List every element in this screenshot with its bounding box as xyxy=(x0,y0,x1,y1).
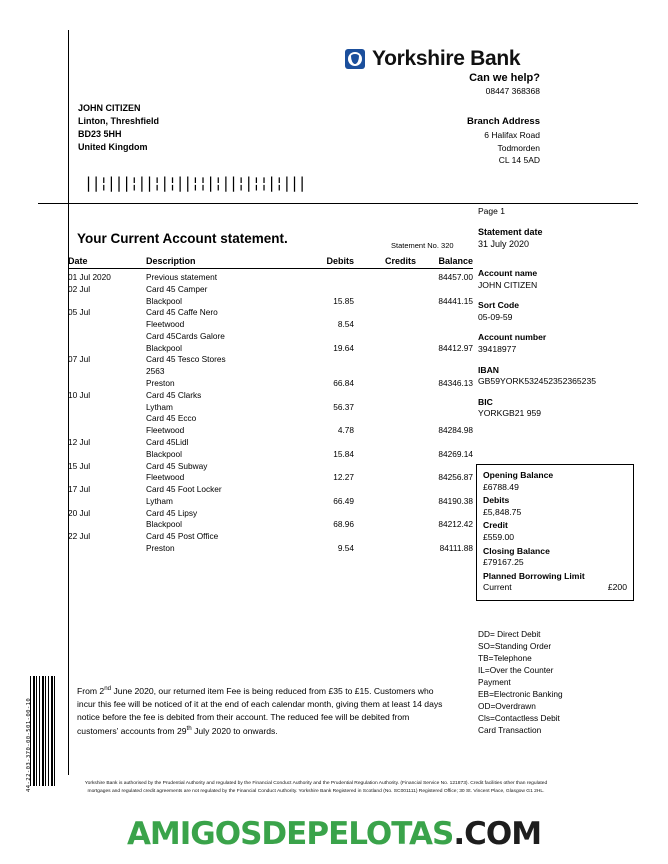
transaction-date: 07 Jul xyxy=(68,354,91,365)
transaction-balance xyxy=(416,437,473,449)
transaction-debit xyxy=(286,272,354,284)
statement-date-block xyxy=(478,227,543,249)
table-row xyxy=(68,508,473,520)
transaction-debit: 56.37 xyxy=(333,401,354,412)
legend-line: TB=Telephone xyxy=(478,653,532,664)
help-block xyxy=(469,72,540,96)
legend-line: SO=Standing Order xyxy=(478,641,552,652)
account-number-value: 39418977 xyxy=(478,343,517,354)
transaction-credit xyxy=(354,284,416,296)
transaction-balance xyxy=(416,461,473,473)
table-row xyxy=(68,354,473,366)
transaction-description: Blackpool xyxy=(146,342,182,353)
table-row xyxy=(68,366,473,378)
transaction-balance: 84346.13 xyxy=(438,378,473,389)
account-name-group xyxy=(478,268,638,291)
borrowing-limit-current-value: £200 xyxy=(607,582,627,593)
transaction-debit xyxy=(286,284,354,296)
addressee-block xyxy=(78,102,159,154)
transaction-balance xyxy=(416,354,473,366)
addressee-line-3: United Kingdom xyxy=(78,142,148,153)
closing-balance-group xyxy=(483,546,627,569)
debits-value: £5,848.75 xyxy=(483,506,522,517)
bic-label: BIC xyxy=(478,396,493,407)
transaction-balance: 84457.00 xyxy=(438,272,473,282)
transaction-credit xyxy=(354,425,416,437)
header-divider xyxy=(38,203,638,204)
transaction-date xyxy=(68,378,146,390)
transaction-description: Card 45 Tesco Stores xyxy=(146,354,226,365)
transaction-date xyxy=(68,413,146,425)
credit-label: Credit xyxy=(483,520,508,531)
transaction-balance: 84256.87 xyxy=(438,472,473,483)
legend-line: EB=Electronic Banking xyxy=(478,689,563,700)
table-row xyxy=(68,472,473,484)
transaction-date: 15 Jul xyxy=(68,460,91,471)
credit-value: £559.00 xyxy=(483,531,515,542)
transaction-credit xyxy=(354,343,416,355)
debits-label: Debits xyxy=(483,495,510,506)
transaction-debit xyxy=(286,437,354,449)
transaction-debit: 8.54 xyxy=(337,319,354,330)
table-row xyxy=(68,484,473,496)
transaction-credit xyxy=(354,496,416,508)
transaction-date xyxy=(68,425,146,437)
transaction-date xyxy=(68,331,146,343)
transaction-credit xyxy=(354,543,416,555)
table-row xyxy=(68,531,473,543)
transactions-table xyxy=(68,256,473,555)
branch-address-title: Branch Address xyxy=(466,116,540,127)
transaction-date: 10 Jul xyxy=(68,389,91,400)
debits-group xyxy=(483,495,627,518)
table-header-row xyxy=(68,256,473,269)
account-number-group xyxy=(478,332,638,355)
transaction-balance: 84269.14 xyxy=(438,448,473,459)
table-row xyxy=(68,307,473,319)
transaction-debit: 4.78 xyxy=(337,425,354,436)
notice-ordinal-1: nd xyxy=(104,685,112,692)
table-row xyxy=(68,437,473,449)
transaction-balance xyxy=(416,331,473,343)
document-barcode-number: 44-22-03-370-00-501-00-10 xyxy=(26,697,32,792)
table-row xyxy=(68,402,473,414)
transaction-credit xyxy=(354,413,416,425)
addressee-name: JOHN CITIZEN xyxy=(78,103,141,113)
column-header-credits: Credits xyxy=(384,256,416,266)
transaction-credit xyxy=(354,472,416,484)
transaction-balance: 84111.88 xyxy=(439,542,473,553)
legend-line: OD=Overdrawn xyxy=(478,701,536,712)
transaction-debit xyxy=(286,390,354,402)
notice-part-2: June 2020, our returned item Fee is being reduced from £35 to £15. Customers who incur this fee will be noticed of it at the end of each calendar month, giving them at least 14 days notice before the fee is debited from their account. The reduced fee will be debited from customers’ accounts from 29 xyxy=(77,685,443,736)
transaction-credit xyxy=(354,390,416,402)
branch-address-block xyxy=(467,115,540,166)
borrowing-limit-current-label: Current xyxy=(483,582,512,593)
transaction-balance: 84441.15 xyxy=(438,295,473,306)
transaction-debit xyxy=(286,531,354,543)
transaction-description: Card 45 Ecco xyxy=(146,413,197,424)
transaction-debit xyxy=(286,484,354,496)
iban-label: IBAN xyxy=(478,364,500,375)
legend-line: Cls=Contactless Debit xyxy=(478,713,560,724)
transaction-balance xyxy=(416,402,473,414)
transaction-debit: 12.27 xyxy=(333,472,354,483)
addressee-line-2: BD23 5HH xyxy=(78,129,122,140)
table-row xyxy=(68,378,473,390)
account-number-label: Account number xyxy=(478,332,547,343)
transaction-credit xyxy=(354,331,416,343)
statement-number: Statement No. 320 xyxy=(391,241,454,250)
transaction-date xyxy=(68,366,146,378)
transaction-date xyxy=(68,496,146,508)
transaction-balance xyxy=(416,284,473,296)
transaction-date: 12 Jul xyxy=(68,436,91,447)
transaction-debit xyxy=(286,366,354,378)
bic-group xyxy=(478,397,638,420)
transaction-description: Blackpool xyxy=(146,295,182,306)
transaction-credit xyxy=(354,307,416,319)
transaction-description: Card 45Cards Galore xyxy=(146,330,225,341)
credit-group xyxy=(483,520,627,543)
legend-line: DD= Direct Debit xyxy=(478,629,541,639)
transaction-date xyxy=(68,472,146,484)
transaction-date xyxy=(68,296,146,308)
legend-line: Card Transaction xyxy=(478,725,542,736)
transaction-description: Fleetwood xyxy=(146,319,185,330)
page-number: Page 1 xyxy=(478,206,505,216)
closing-balance-value: £79167.25 xyxy=(483,557,524,568)
watermark-dark-text: .COM xyxy=(453,816,542,852)
iban-group xyxy=(478,365,638,388)
transaction-debit: 15.85 xyxy=(333,295,354,306)
table-row xyxy=(68,284,473,296)
transaction-description: 2563 xyxy=(146,366,165,377)
transaction-description: Card 45 Foot Locker xyxy=(146,484,222,495)
transaction-credit xyxy=(354,402,416,414)
sort-code-value: 05-09-59 xyxy=(478,311,513,322)
fee-change-notice xyxy=(77,684,449,737)
table-row xyxy=(68,425,473,437)
yorkshire-bank-rose-icon xyxy=(345,49,365,69)
transaction-debit xyxy=(286,354,354,366)
transaction-date: 22 Jul xyxy=(68,531,91,542)
balance-summary-box xyxy=(476,464,634,601)
transaction-credit xyxy=(354,519,416,531)
branch-address-line-1: 6 Halifax Road xyxy=(484,130,540,141)
transaction-description: Lytham xyxy=(146,401,173,412)
transaction-debit: 66.84 xyxy=(333,378,354,389)
transaction-date: 20 Jul xyxy=(68,507,91,518)
notice-ordinal-2: th xyxy=(186,724,192,732)
transaction-description: Card 45 Camper xyxy=(146,283,208,294)
bic-value: YORKGB21 959 xyxy=(478,408,542,419)
transaction-debit: 19.64 xyxy=(333,342,354,353)
transaction-date: 02 Jul xyxy=(68,283,91,294)
transaction-description: Card 45 Caffe Nero xyxy=(146,307,218,318)
transaction-balance xyxy=(416,484,473,496)
table-row xyxy=(68,319,473,331)
iban-value: GB59YORK532452352365235 xyxy=(478,376,597,387)
column-header-description: Description xyxy=(146,256,196,266)
transaction-debit: 9.54 xyxy=(337,542,354,553)
regulatory-footnote: Yorkshire Bank is authorised by the Prudential Authority and regulated by the Financial Conduct Authority and the Prudential Regulation Authority. (Financial Service No. 121873). Credit facilities other than regulated mortgages and regulated credit agreements are not regulated by the Financial Conduct Authority. Yorkshire Bank Registered in Scotland (No. SC001111) Registered Office; 30 St. Vincent Place, Glasgow G1 2HL. xyxy=(84,781,548,794)
sort-code-group xyxy=(478,300,638,323)
column-header-date: Date xyxy=(68,256,88,266)
transaction-debit: 15.84 xyxy=(333,448,354,459)
transaction-debit: 66.49 xyxy=(333,495,354,506)
table-body xyxy=(68,272,473,555)
transaction-description: Fleetwood xyxy=(146,472,185,483)
transaction-debit xyxy=(286,508,354,520)
transaction-credit xyxy=(354,449,416,461)
branch-address-line-3: CL 14 5AD xyxy=(498,154,540,165)
transaction-credit xyxy=(354,319,416,331)
transaction-description: Blackpool xyxy=(146,448,182,459)
table-row xyxy=(68,413,473,425)
borrowing-limit-label: Planned Borrowing Limit xyxy=(483,570,585,581)
table-row xyxy=(68,461,473,473)
transaction-date: 05 Jul xyxy=(68,307,91,318)
bank-name: Yorkshire Bank xyxy=(372,47,521,70)
borrowing-limit-row xyxy=(483,582,627,594)
legend-line: Payment xyxy=(478,677,511,688)
transaction-description: Fleetwood xyxy=(146,425,185,436)
transaction-date xyxy=(68,402,146,414)
transaction-date xyxy=(68,543,146,555)
table-row xyxy=(68,331,473,343)
transaction-date xyxy=(68,519,146,531)
transaction-credit xyxy=(354,272,416,284)
transaction-description: Card 45Lidl xyxy=(146,436,189,447)
transaction-date xyxy=(68,449,146,461)
column-header-debits: Debits xyxy=(326,256,354,266)
account-info-block xyxy=(478,268,638,429)
transaction-balance: 84212.42 xyxy=(438,519,473,530)
transaction-credit xyxy=(354,508,416,520)
transaction-debit xyxy=(286,331,354,343)
borrowing-limit-group xyxy=(483,571,627,594)
transaction-credit xyxy=(354,366,416,378)
transaction-description: Card 45 Subway xyxy=(146,460,208,471)
notice-part-1: From 2 xyxy=(77,685,105,696)
table-row xyxy=(68,296,473,308)
transaction-date: 01 Jul 2020 xyxy=(68,272,111,282)
transaction-debit xyxy=(286,413,354,425)
transaction-balance: 84190.38 xyxy=(438,495,473,506)
transaction-description: Lytham xyxy=(146,495,173,506)
opening-balance-label: Opening Balance xyxy=(483,470,554,480)
transaction-balance xyxy=(416,390,473,402)
transaction-description: Preston xyxy=(146,378,175,389)
sort-code-label: Sort Code xyxy=(478,300,520,311)
transaction-balance xyxy=(416,319,473,331)
transaction-description: Card 45 Clarks xyxy=(146,389,202,400)
transaction-debit xyxy=(286,461,354,473)
transaction-balance: 84412.97 xyxy=(438,342,473,353)
transaction-description: Card 45 Post Office xyxy=(146,531,219,542)
transaction-credit xyxy=(354,437,416,449)
transaction-credit xyxy=(354,378,416,390)
table-row xyxy=(68,390,473,402)
opening-balance-value: £6788.49 xyxy=(483,481,519,492)
transaction-debit: 68.96 xyxy=(333,519,354,530)
help-title: Can we help? xyxy=(469,72,540,84)
statement-date-value: 31 July 2020 xyxy=(478,239,530,249)
transaction-description: Blackpool xyxy=(146,519,182,530)
closing-balance-label: Closing Balance xyxy=(483,545,550,556)
transaction-balance: 84284.98 xyxy=(438,425,473,436)
notice-part-3: July 2020 to onwards. xyxy=(191,725,278,736)
help-phone: 08447 368368 xyxy=(485,86,540,96)
addressee-line-1: Linton, Threshfield xyxy=(78,116,159,127)
transaction-description: Preston xyxy=(146,542,175,553)
transaction-balance xyxy=(416,307,473,319)
transaction-date xyxy=(68,319,146,331)
transaction-code-legend xyxy=(478,628,643,736)
postal-barcode-mark: ||¦|||¦||¦|¦||¦¦|¦||¦|¦¦|¦||| xyxy=(84,174,306,192)
transaction-balance xyxy=(416,508,473,520)
table-row xyxy=(68,519,473,531)
transaction-credit xyxy=(354,484,416,496)
watermark-green-text: AMIGOSDEPELOTAS xyxy=(126,816,454,852)
transaction-description: Card 45 Lipsy xyxy=(146,507,198,518)
transaction-credit xyxy=(354,531,416,543)
table-row xyxy=(68,343,473,355)
account-name-label: Account name xyxy=(478,268,538,278)
page-title: Your Current Account statement. xyxy=(77,231,288,246)
bank-logo-block xyxy=(345,47,520,71)
branch-address-line-2: Todmorden xyxy=(497,142,540,153)
transaction-date xyxy=(68,343,146,355)
transaction-date: 17 Jul xyxy=(68,484,91,495)
table-row xyxy=(68,449,473,461)
transaction-balance xyxy=(416,531,473,543)
transaction-balance xyxy=(416,413,473,425)
table-row xyxy=(68,496,473,508)
watermark xyxy=(0,816,668,852)
transaction-description: Previous statement xyxy=(146,272,218,282)
transaction-debit xyxy=(286,307,354,319)
document-barcode xyxy=(30,676,56,786)
transaction-credit xyxy=(354,296,416,308)
transaction-credit xyxy=(354,461,416,473)
account-name-value: JOHN CITIZEN xyxy=(478,279,538,290)
transaction-balance xyxy=(416,366,473,378)
column-header-balance: Balance xyxy=(438,256,473,266)
legend-line: IL=Over the Counter xyxy=(478,665,554,676)
statement-date-label: Statement date xyxy=(478,227,543,237)
table-row xyxy=(68,272,473,284)
opening-balance-group xyxy=(483,470,627,493)
transaction-credit xyxy=(354,354,416,366)
table-row xyxy=(68,543,473,555)
